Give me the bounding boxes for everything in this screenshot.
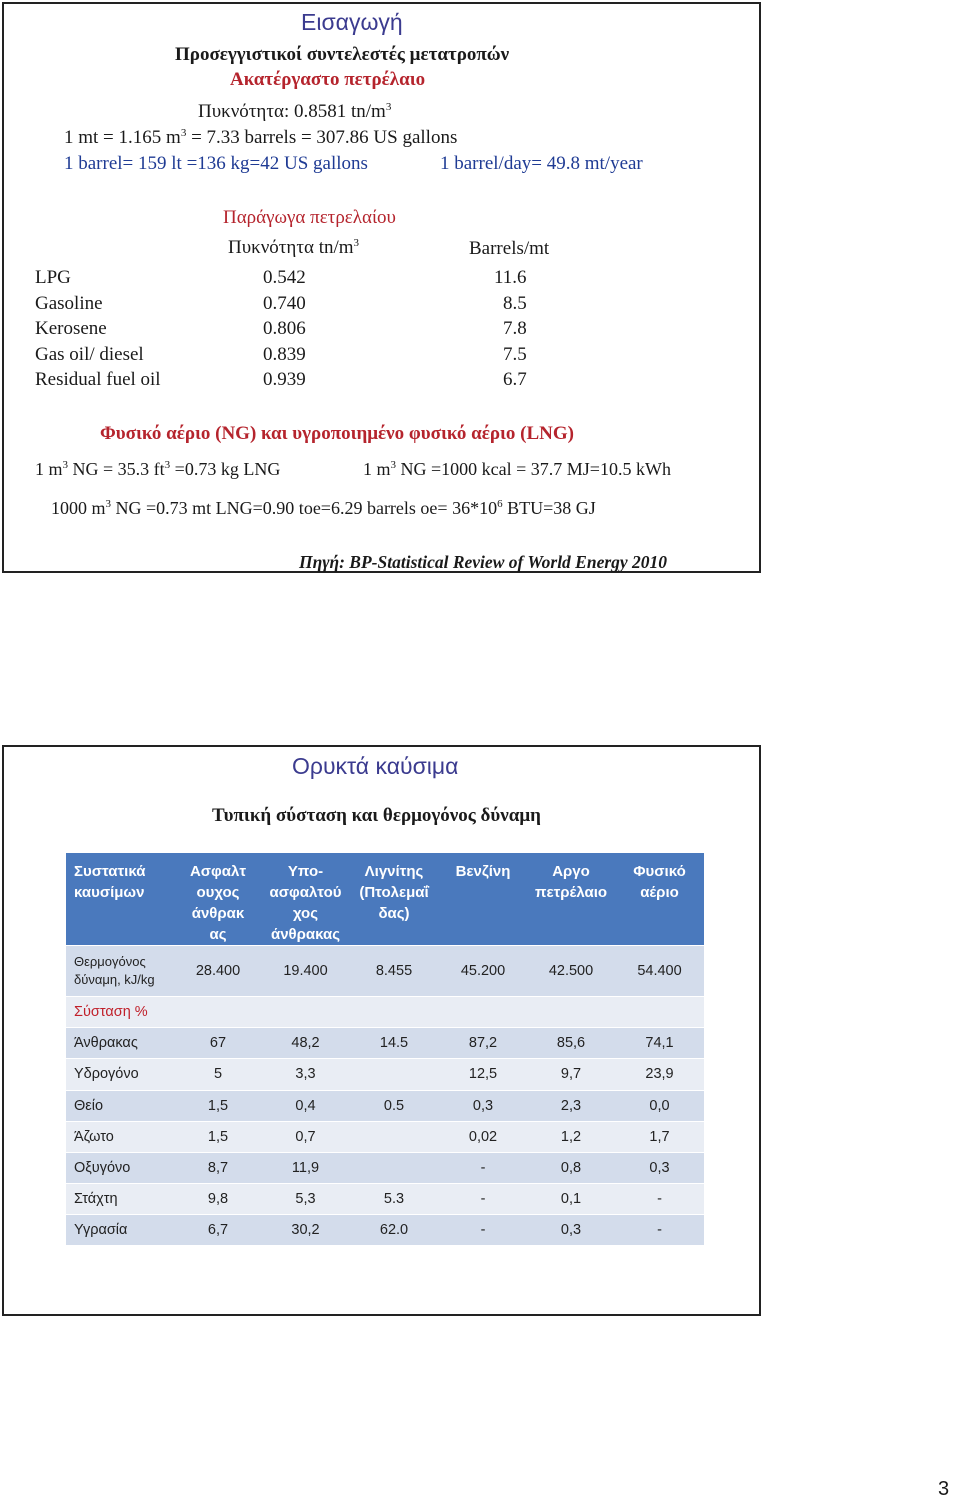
- header-line: (Πτολεμαΐ: [359, 884, 429, 901]
- header-cell: [262, 853, 349, 946]
- table-header-row: [66, 853, 704, 946]
- row-label: Οξυγόνο: [66, 1152, 174, 1183]
- density-line: [198, 101, 391, 123]
- table-cell: 1,5: [174, 1090, 262, 1121]
- table-cell: 14.5: [349, 1028, 439, 1059]
- product-density: 0.806: [263, 318, 306, 339]
- header-line: ασφαλτού: [269, 884, 342, 901]
- table-cell: 11,9: [262, 1152, 349, 1183]
- header-line: Λιγνίτης: [364, 863, 424, 880]
- row-label: Υδρογόνο: [66, 1059, 174, 1090]
- header-cell: [349, 853, 439, 946]
- header-line: Ασφαλτ: [189, 863, 247, 880]
- ng1-sup1: 3: [62, 459, 69, 471]
- mt-text-a: 1 mt = 1.165 m: [64, 127, 181, 148]
- table-cell: 5.3: [349, 1184, 439, 1215]
- ng1-b: NG = 35.3 ft: [68, 459, 165, 479]
- ng2-sup: 3: [390, 459, 397, 471]
- table-cell: [615, 997, 704, 1028]
- table-cell: 0,4: [262, 1090, 349, 1121]
- table-cell: -: [615, 1215, 704, 1245]
- table-cell: 9,8: [174, 1184, 262, 1215]
- barrel-conversion-line: [64, 153, 368, 175]
- table-row: [66, 1152, 704, 1183]
- ng2-a: 1 m: [363, 459, 391, 479]
- table-cell: 19.400: [262, 946, 349, 997]
- table-cell: -: [439, 1152, 527, 1183]
- table-cell: 62.0: [349, 1215, 439, 1245]
- row-label-line: Θερμογόνος: [74, 954, 146, 969]
- table-cell: [349, 1152, 439, 1183]
- table-row: [66, 1059, 704, 1090]
- table-cell: 1,7: [615, 1121, 704, 1152]
- table-cell: 0.5: [349, 1090, 439, 1121]
- ng3-c: BTU=38 GJ: [502, 498, 596, 518]
- table-row: [66, 1028, 704, 1059]
- table-row: [66, 997, 704, 1028]
- product-density: 0.939: [263, 369, 306, 390]
- col-barrels-header: Barrels/mt: [469, 238, 550, 259]
- table-cell: 1,5: [174, 1121, 262, 1152]
- table-cell: [349, 1121, 439, 1152]
- row-label: Άνθρακας: [66, 1028, 174, 1059]
- table-cell: 5,3: [262, 1184, 349, 1215]
- table-cell: -: [615, 1184, 704, 1215]
- header-line: καυσίμων: [74, 884, 145, 901]
- slide-title: Ορυκτά καύσιμα: [292, 753, 459, 779]
- ng1-c: =0.73 kg LNG: [170, 459, 281, 479]
- table-cell: 85,6: [527, 1028, 615, 1059]
- table-row: [66, 1090, 704, 1121]
- composition-table: [66, 853, 704, 1245]
- row-label-line: δύναμη, kJ/kg: [74, 972, 155, 987]
- crude-heading: Ακατέργαστο πετρέλαιο: [230, 69, 426, 90]
- col-density-text: Πυκνότητα tn/m: [228, 237, 354, 258]
- header-line: ας: [209, 926, 227, 943]
- product-barrels: 8.5: [503, 293, 527, 314]
- table-cell: [527, 997, 615, 1028]
- product-barrels: 7.8: [503, 318, 527, 339]
- table-cell: 87,2: [439, 1028, 527, 1059]
- ng2-b: NG =1000 kcal = 37.7 MJ=10.5 kWh: [396, 459, 671, 479]
- ng1-a: 1 m: [35, 459, 63, 479]
- table-cell: 42.500: [527, 946, 615, 997]
- header-line: Αργο: [552, 863, 590, 880]
- table-cell: 0,7: [262, 1121, 349, 1152]
- table-cell: 8.455: [349, 946, 439, 997]
- table-cell: 0,3: [527, 1215, 615, 1245]
- product-name: LPG: [35, 267, 71, 288]
- header-line: Φυσικό: [633, 863, 686, 880]
- table-row: [66, 1121, 704, 1152]
- table-row: [66, 946, 704, 997]
- table-cell: [349, 1059, 439, 1090]
- mt-conversion-line: [64, 127, 457, 149]
- barrel-text-blue: 1 barrel= 159 lt: [64, 153, 182, 174]
- table-cell: 23,9: [615, 1059, 704, 1090]
- product-name: Residual fuel oil: [35, 369, 161, 390]
- row-label: Στάχτη: [66, 1184, 174, 1215]
- products-heading: Παράγωγα πετρελαίου: [223, 207, 396, 228]
- header-cell: [66, 853, 174, 946]
- mt-text-b: = 7.33 barrels = 307.86 US gallons: [186, 127, 458, 148]
- table-cell: 5: [174, 1059, 262, 1090]
- table-cell: [262, 997, 349, 1028]
- table-cell: [349, 997, 439, 1028]
- product-barrels: 7.5: [503, 344, 527, 365]
- table-cell: 1,2: [527, 1121, 615, 1152]
- table-cell: [174, 997, 262, 1028]
- table-cell: 8,7: [174, 1152, 262, 1183]
- composition-label: Σύσταση %: [66, 997, 174, 1028]
- ng-line-2: [363, 459, 671, 480]
- row-label: Υγρασία: [66, 1215, 174, 1245]
- product-density: 0.740: [263, 293, 306, 314]
- product-barrels: 11.6: [494, 267, 527, 288]
- table-row: [66, 1184, 704, 1215]
- slide-fossil-fuels: [2, 745, 761, 1316]
- density-sup: 3: [385, 101, 392, 113]
- ng3-b: NG =0.73 mt LNG=0.90 toe=6.29 barrels oe= 36*10: [111, 498, 498, 518]
- table-cell: 0,02: [439, 1121, 527, 1152]
- header-line: άνθρακας: [270, 926, 341, 943]
- row-label: [66, 946, 174, 997]
- mt-sup: 3: [180, 127, 187, 139]
- product-name: Gas oil/ diesel: [35, 344, 144, 365]
- table-cell: -: [439, 1215, 527, 1245]
- header-line: Υπο-: [287, 863, 324, 880]
- table-cell: 67: [174, 1028, 262, 1059]
- col-density-sup: 3: [353, 237, 360, 249]
- table-cell: 0,0: [615, 1090, 704, 1121]
- table-cell: 54.400: [615, 946, 704, 997]
- ng1-sup2: 3: [164, 459, 171, 471]
- source-note: Πηγή: BP-Statistical Review of World Energy 2010: [299, 552, 668, 572]
- table-cell: 0,3: [615, 1152, 704, 1183]
- ng-line-1: [35, 459, 280, 480]
- table-cell: 3,3: [262, 1059, 349, 1090]
- ng-line-3: [51, 498, 596, 519]
- barrel-text-rest: =136 kg=42 US gallons: [181, 153, 368, 174]
- header-line: χος: [292, 905, 319, 922]
- col-density-header: [228, 237, 359, 259]
- ng3-a: 1000 m: [51, 498, 106, 518]
- table-cell: 28.400: [174, 946, 262, 997]
- row-label: Θείο: [66, 1090, 174, 1121]
- table-cell: 30,2: [262, 1215, 349, 1245]
- table-cell: 48,2: [262, 1028, 349, 1059]
- header-cell: [439, 853, 527, 946]
- slide-title: Εισαγωγή: [301, 9, 403, 35]
- table-cell: [439, 997, 527, 1028]
- table-cell: 6,7: [174, 1215, 262, 1245]
- table-cell: 0,1: [527, 1184, 615, 1215]
- product-density: 0.542: [263, 267, 306, 288]
- barrel-day-line: 1 barrel/day= 49.8 mt/year: [440, 153, 643, 174]
- product-density: 0.839: [263, 344, 306, 365]
- table-cell: 0,8: [527, 1152, 615, 1183]
- slide-intro: [2, 2, 761, 573]
- header-cell: [527, 853, 615, 946]
- header-cell: [174, 853, 262, 946]
- table-cell: 74,1: [615, 1028, 704, 1059]
- table-cell: 9,7: [527, 1059, 615, 1090]
- ng-heading: Φυσικό αέριο (NG) και υγροποιημένο φυσικό αέριο (LNG): [100, 423, 574, 444]
- table-row: [66, 1215, 704, 1245]
- product-barrels: 6.7: [503, 369, 527, 390]
- ng3-sup2: 6: [497, 498, 503, 510]
- table-cell: 45.200: [439, 946, 527, 997]
- header-line: ουχος: [196, 884, 240, 901]
- row-label: Άζωτο: [66, 1121, 174, 1152]
- fuel-composition-table: [66, 853, 704, 1245]
- slide-subtitle: Τυπική σύσταση και θερμογόνος δύναμη: [212, 805, 541, 826]
- header-line: αέριο: [640, 884, 679, 901]
- table-cell: 12,5: [439, 1059, 527, 1090]
- table-cell: 2,3: [527, 1090, 615, 1121]
- header-cell: [615, 853, 704, 946]
- header-line: Συστατικά: [74, 863, 146, 880]
- header-line: άνθρακ: [191, 905, 245, 922]
- product-name: Kerosene: [35, 318, 107, 339]
- header-line: Βενζίνη: [455, 863, 511, 880]
- header-line: πετρέλαιο: [534, 884, 608, 901]
- table-cell: 0,3: [439, 1090, 527, 1121]
- ng3-sup1: 3: [105, 498, 112, 510]
- page-number: 3: [938, 1478, 950, 1500]
- product-name: Gasoline: [35, 293, 103, 314]
- table-cell: -: [439, 1184, 527, 1215]
- density-text: Πυκνότητα: 0.8581 tn/m: [198, 101, 386, 122]
- slide-subtitle: Προσεγγιστικοί συντελεστές μετατροπών: [175, 44, 510, 65]
- header-line: δας): [378, 905, 410, 922]
